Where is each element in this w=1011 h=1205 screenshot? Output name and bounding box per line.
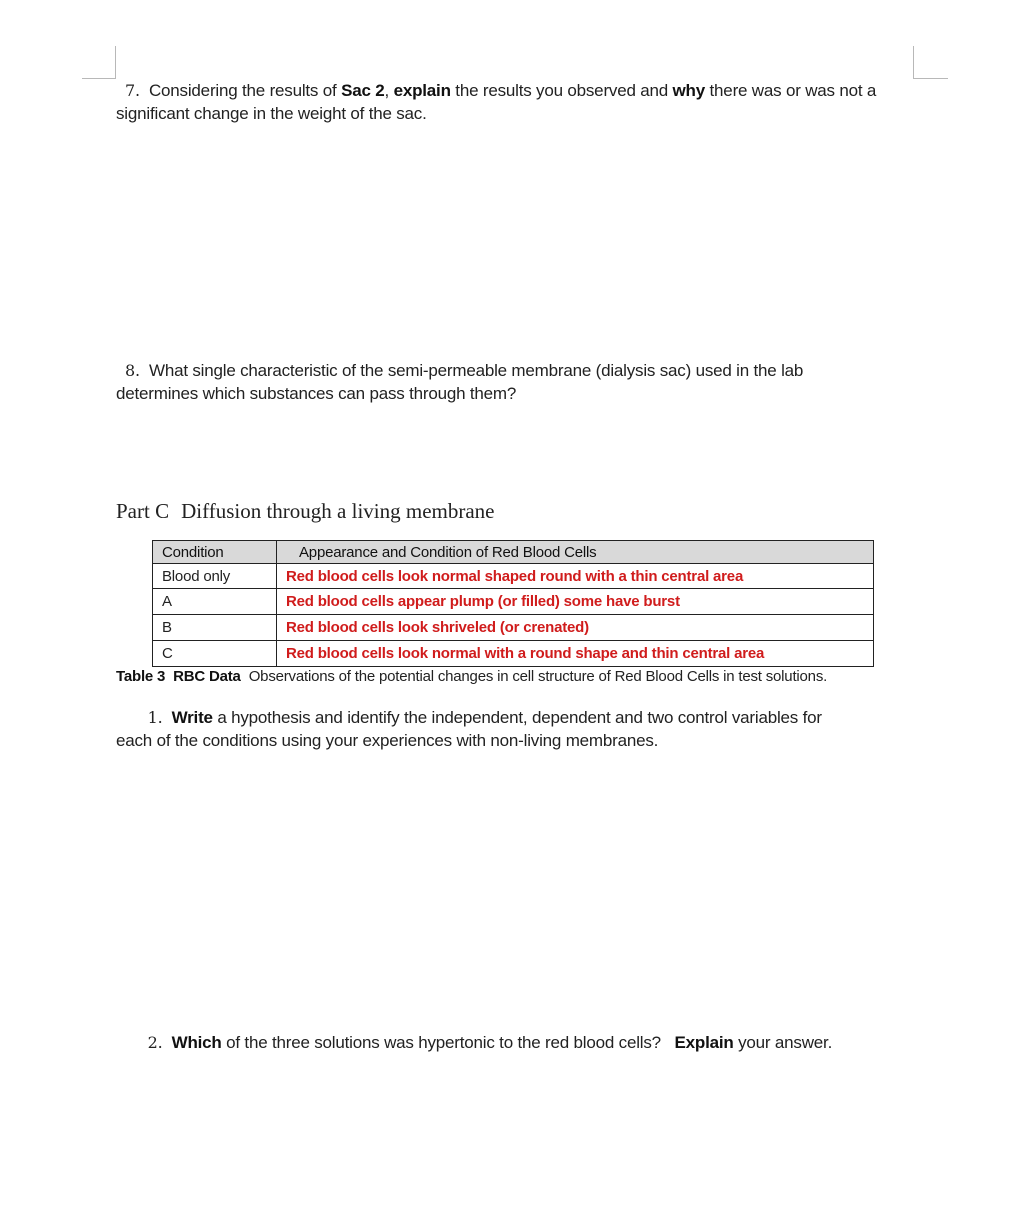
section-label: Part C (116, 499, 170, 523)
table-caption (116, 668, 827, 685)
question-c1 (116, 706, 926, 752)
caption-name: RBC Data (173, 668, 241, 685)
observation-cell: Red blood cells appear plump (or filled) some have burst (277, 589, 874, 615)
question-8-line-1: 8. What single characteristic of the semi-permeable membrane (dialysis sac) used in the lab (125, 361, 804, 380)
header-appearance: Appearance and Condition of Red Blood Cells (277, 541, 874, 564)
observation-cell: Red blood cells look normal shaped round with a thin central area (277, 564, 874, 589)
header-condition: Condition (153, 541, 277, 564)
table-row (153, 615, 874, 641)
question-c2 (116, 1031, 926, 1054)
question-7 (116, 79, 926, 125)
question-8 (116, 359, 926, 405)
question-7-number: 7. (125, 81, 140, 100)
question-c2-line-1: 2. Which of the three solutions was hypertonic to the red blood cells? Explain your answer. (147, 1033, 833, 1052)
condition-cell: C (153, 641, 277, 667)
section-heading (116, 499, 494, 524)
caption-text: Observations of the potential changes in cell structure of Red Blood Cells in test solutions. (248, 668, 828, 685)
observation-cell: Red blood cells look normal with a round shape and thin central area (277, 641, 874, 667)
question-8-line-2: determines which substances can pass through them? (116, 384, 517, 403)
observation-cell: Red blood cells look shriveled (or crenated) (277, 615, 874, 641)
table-row (153, 641, 874, 667)
condition-cell: B (153, 615, 277, 641)
section-title: Diffusion through a living membrane (181, 499, 495, 523)
condition-cell: Blood only (153, 564, 277, 589)
question-7-line-2: significant change in the weight of the sac. (116, 104, 427, 123)
table-header-row (153, 541, 874, 564)
crop-mark-top-right (913, 46, 948, 79)
crop-mark-top-left (82, 46, 116, 79)
condition-cell: A (153, 589, 277, 615)
question-c2-number: 2. (147, 1033, 163, 1052)
question-c1-line-2: each of the conditions using your experiences with non-living membranes. (116, 731, 659, 750)
rbc-data-table (152, 540, 874, 667)
question-c1-number: 1. (147, 708, 163, 727)
table-row (153, 589, 874, 615)
caption-label: Table 3 (116, 668, 166, 685)
table-row (153, 564, 874, 589)
question-8-number: 8. (125, 361, 140, 380)
question-c1-line-1: 1. Write a hypothesis and identify the independent, dependent and two control variables for (147, 708, 822, 727)
question-7-line-1: 7. Considering the results of Sac 2, explain the results you observed and why there was or was not a (125, 81, 877, 100)
